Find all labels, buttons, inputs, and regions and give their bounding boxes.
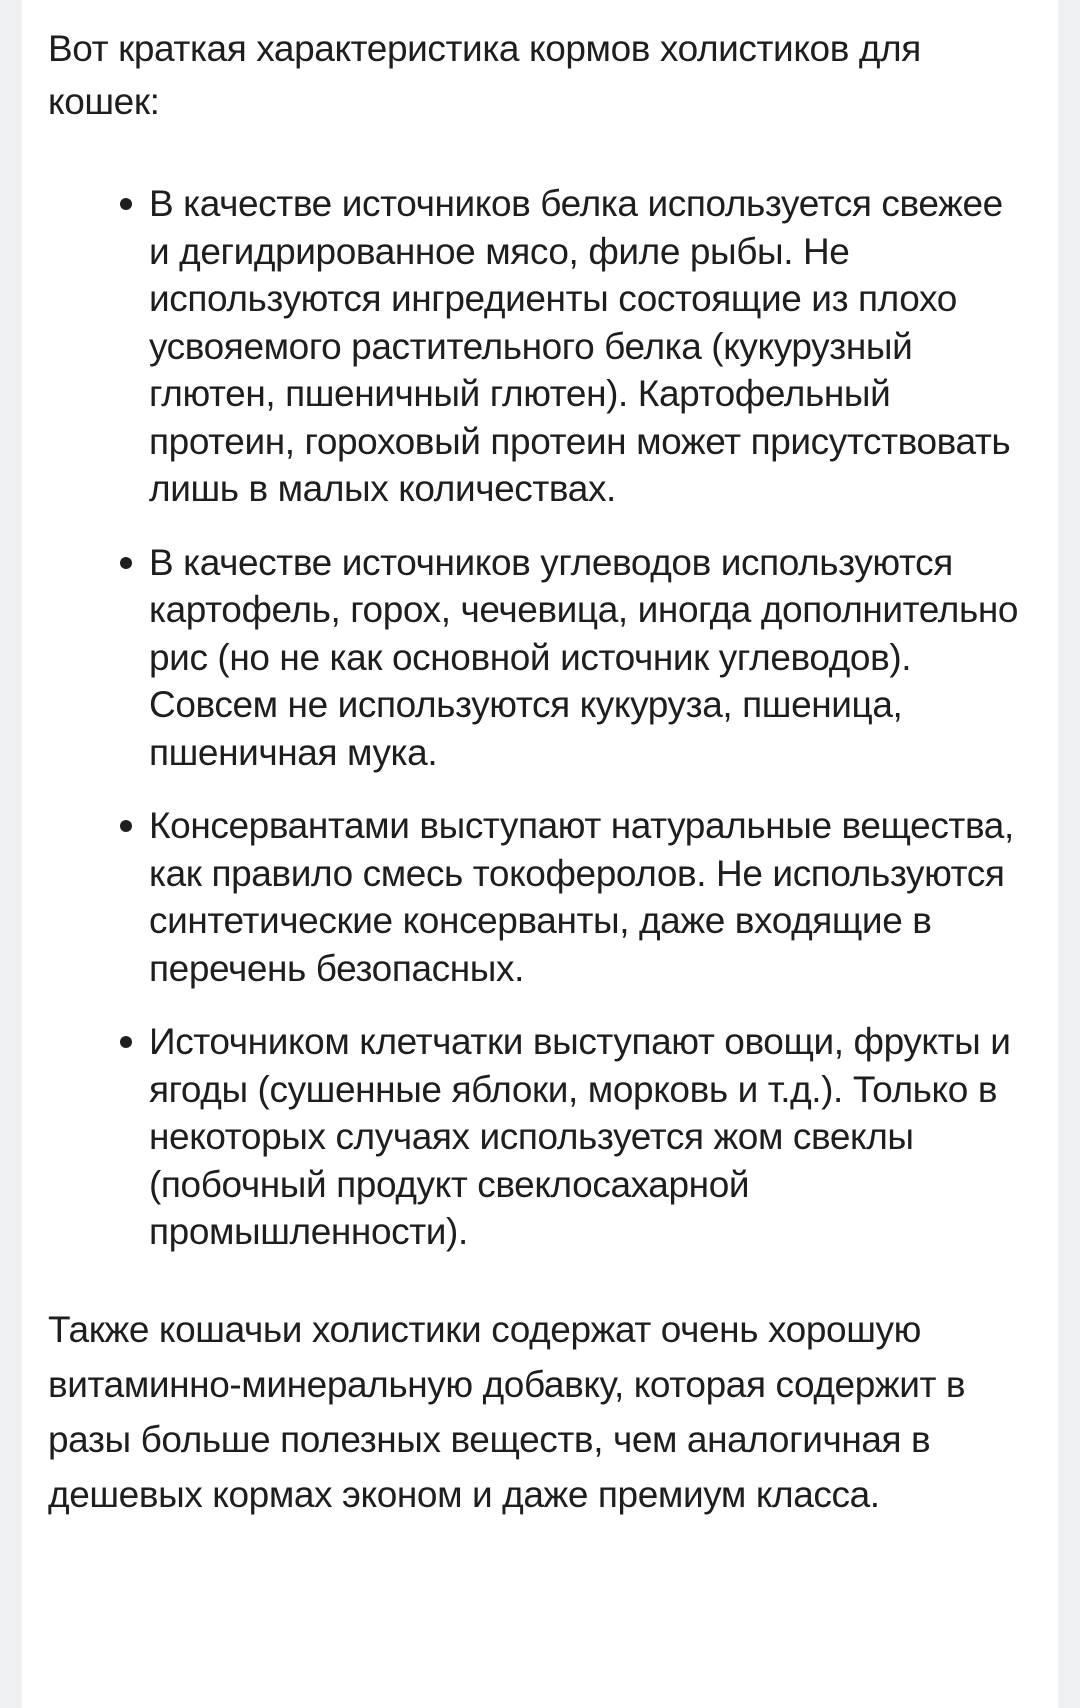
article-card (22, 0, 1058, 1708)
outro-paragraph: Также кошачьи холистики содержат очень хорошую витаминно-минеральную добавку, которая содержит в разы больше полезных веществ, чем аналогичная в дешевых кормах эконом и даже премиум класса. (48, 1308, 966, 1515)
list-item-text: В качестве источников углеводов используются картофель, горох, чечевица, иногда дополнительно рис (но не как основной источник углеводов). Совсем не используются кукуруза, пшеница, пшеничная мука. (149, 541, 1019, 773)
list-item (48, 1018, 1032, 1256)
list-item-text: Источником клетчатки выступают овощи, фрукты и ягоды (сушенные яблоки, морковь и т.д.). Только в некоторых случаях используется жом свеклы (побочный продукт свеклосахарной промышленности). (149, 1021, 1011, 1252)
bullet-icon (120, 198, 132, 210)
intro-paragraph: Вот краткая характеристика кормов холистиков для кошек: (48, 28, 921, 122)
list-item (48, 180, 1032, 513)
list-item (48, 802, 1032, 992)
bullet-icon (120, 557, 132, 569)
list-item-text: Консервантами выступают натуральные вещества, как правило смесь токоферолов. Не используются синтетические консерванты, даже входящие в перечень безопасных. (149, 805, 1014, 989)
bullet-icon (120, 820, 132, 832)
list-item-text: В качестве источников белка используется свежее и дегидрированное мясо, филе рыбы. Не используются ингредиенты состоящие из плохо усвояемого растительного белка (кукурузный глютен, пшеничный глютен). Картофельный протеин, гороховый протеин может присутствовать лишь в малых количествах. (149, 183, 1011, 509)
feature-list (48, 180, 1032, 1256)
list-item (48, 539, 1032, 777)
bullet-icon (120, 1036, 132, 1048)
